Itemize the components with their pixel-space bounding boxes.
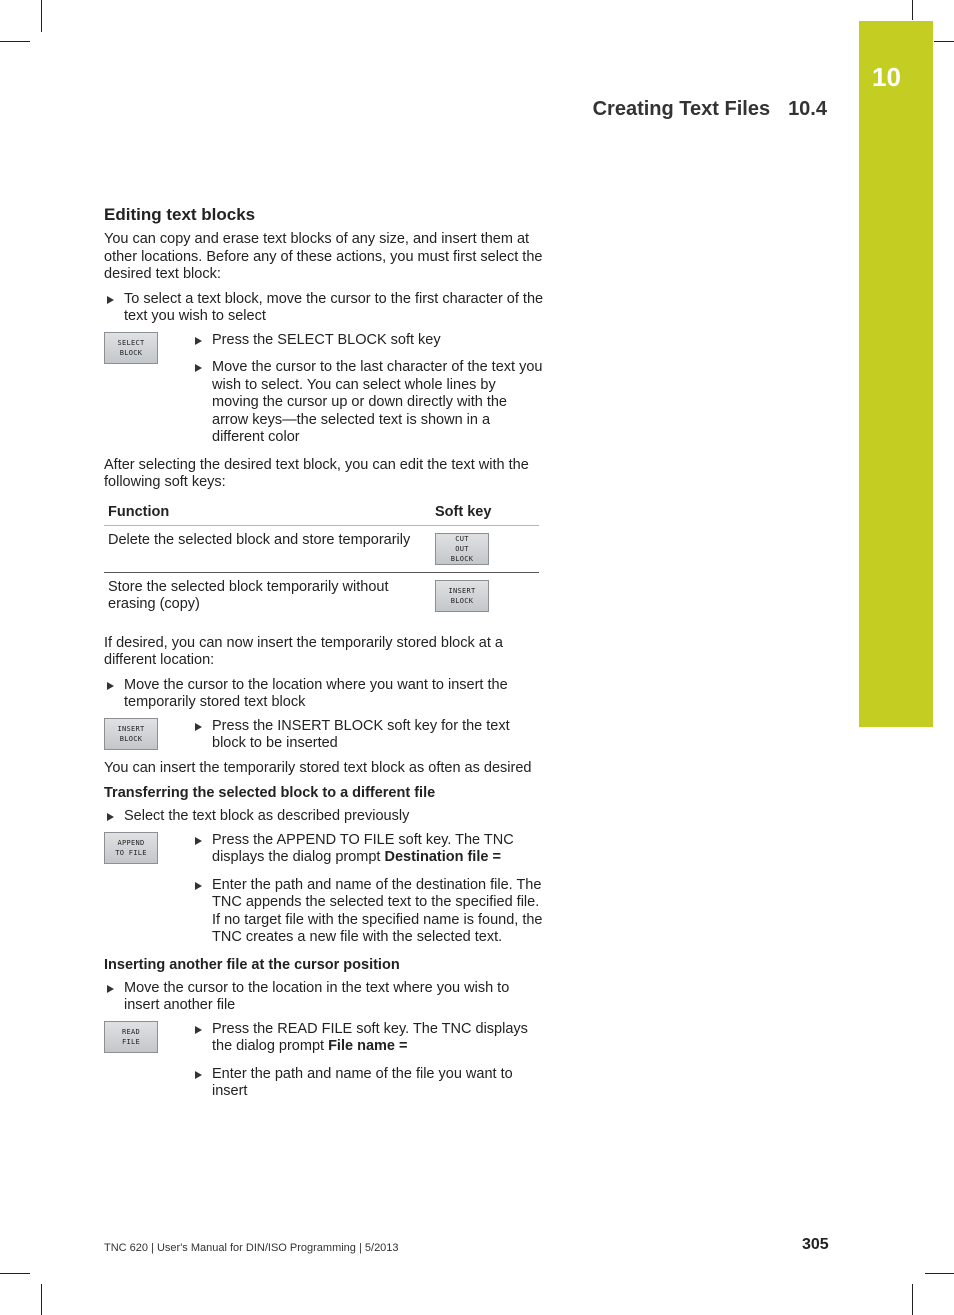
insert-often-paragraph: You can insert the temporarily stored text block as often as desired — [104, 759, 532, 776]
table-row — [104, 525, 539, 572]
insert-block-copy-softkey[interactable]: INSERT BLOCK — [435, 580, 489, 612]
step-enter-destination: Enter the path and name of the destination file. The TNC appends the selected text to the specified file. If no target file with the specified name is found, the TNC creates a new file with the selected text. — [192, 877, 544, 947]
softkey-step-select — [104, 332, 544, 447]
append-to-file-softkey[interactable]: APPEND TO FILE — [104, 832, 158, 864]
cut-out-block-softkey[interactable]: CUT OUT BLOCK — [435, 533, 489, 565]
crop-mark — [0, 41, 30, 42]
header-section: 10.4 — [788, 98, 827, 120]
crop-mark — [41, 1284, 42, 1315]
chapter-tab — [859, 21, 933, 727]
table-cell-function: Store the selected block temporarily without erasing (copy) — [108, 578, 389, 612]
step-enter-file: Enter the path and name of the file you want to insert — [192, 1066, 544, 1101]
step-select-previous: Select the text block as described previously — [104, 808, 544, 826]
step-press-insert: Press the INSERT BLOCK soft key for the text block to be inserted — [192, 718, 544, 753]
softkey-step-insert — [104, 718, 544, 754]
header-title: Creating Text Files — [592, 98, 771, 120]
main-content — [104, 205, 544, 1111]
table-row — [104, 572, 539, 621]
read-file-softkey[interactable]: READ FILE — [104, 1021, 158, 1053]
crop-mark — [912, 0, 913, 20]
step-select-start: To select a text block, move the cursor to the first character of the text you wish to select — [104, 291, 544, 326]
running-header — [593, 98, 827, 121]
page-number: 305 — [802, 1236, 829, 1253]
table-header-function: Function — [104, 499, 431, 526]
crop-mark — [925, 1273, 954, 1274]
insert-intro-paragraph: If desired, you can now insert the temporarily stored block at a different location: — [104, 634, 503, 668]
softkey-table — [104, 499, 539, 621]
step-move-last: Move the cursor to the last character of the text you wish to select. You can select whole lines by moving the cursor up or down directly with the arrow keys—the selected text is shown in a different color — [192, 359, 544, 447]
intro-paragraph: You can copy and erase text blocks of any size, and insert them at other locations. Before any of these actions, you must first select the desired text block: — [104, 231, 543, 282]
crop-mark — [934, 41, 954, 42]
section-heading: Editing text blocks — [104, 205, 256, 224]
after-select-paragraph: After selecting the desired text block, you can edit the text with the following soft keys: — [104, 456, 529, 490]
table-cell-function: Delete the selected block and store temporarily — [104, 525, 431, 572]
step-press-read: Press the READ FILE soft key. The TNC displays the dialog prompt File name = — [192, 1021, 544, 1056]
subheading-insert-file: Inserting another file at the cursor position — [104, 956, 400, 973]
subheading-transfer: Transferring the selected block to a different file — [104, 785, 436, 801]
step-move-insert: Move the cursor to the location where you want to insert the temporarily stored text block — [104, 677, 544, 712]
step-move-file: Move the cursor to the location in the text where you wish to insert another file — [104, 980, 544, 1015]
chapter-number: 10 — [872, 62, 901, 92]
table-header-softkey: Soft key — [431, 499, 539, 526]
softkey-step-append — [104, 832, 544, 947]
step-press-append: Press the APPEND TO FILE soft key. The TNC displays the dialog prompt Destination file = — [192, 832, 544, 867]
crop-mark — [912, 1284, 913, 1315]
page-footer: TNC 620 | User's Manual for DIN/ISO Programming | 5/2013 — [104, 1242, 399, 1254]
crop-mark — [41, 0, 42, 32]
insert-block-softkey[interactable]: INSERT BLOCK — [104, 718, 158, 750]
softkey-step-read — [104, 1021, 544, 1101]
select-block-softkey[interactable]: SELECT BLOCK — [104, 332, 158, 364]
step-press-select: Press the SELECT BLOCK soft key — [192, 332, 544, 350]
crop-mark — [0, 1273, 30, 1274]
